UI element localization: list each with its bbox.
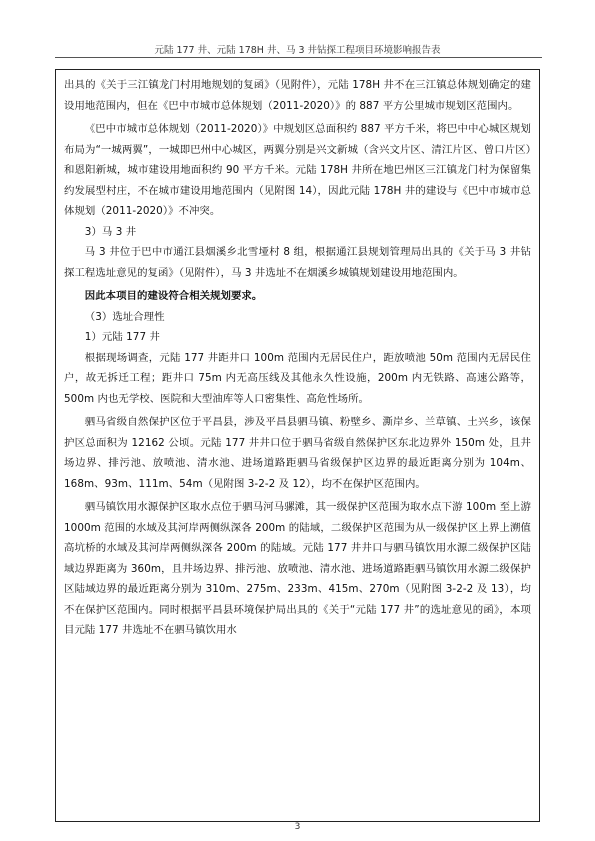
section-heading-site-rationality: （3）选址合理性 [84,310,165,323]
header-divider [55,57,542,58]
document-body [56,70,539,641]
paragraph-conclusion: 因此本项目的建设符合相关规划要求。 [84,290,263,302]
paragraph-water-source-protection: 驷马镇饮用水源保护区取水点位于驷马河马骡滩，其一级保护区范围为取水点下游 100m 至上游 1000m 范围的水域及其河岸两侧纵深各 200m 的陆域，二级保护区范围为从一级保护区上界上溯值高坑桥的水域及其河岸两侧纵深各 200m 的陆域。元陆 177 井井口与驷马镇饮用水源二级保护区陆域边界距离为 360m，且井场边界、排污池、放喷池、清水池、进场道路距驷马镇饮用水源二级保护区陆域边界的最近距离分别为 310m、275m、233m、415m、270m（见附图 3-2-2 及 13），均不在保护区范围内。同时根据平昌县环境保护局出具的《关于“元陆 177 井”的选址意见的函》，本项目元陆 177 井选址不在驷马镇饮用水 [64,501,531,636]
page-header: 元陆 177 井、元陆 178H 井、马 3 井钻探工程项目环境影响报告表 [154,45,441,56]
content-frame [55,69,540,822]
page-number: 3 [294,822,301,832]
paragraph-city-master-plan: 《巴中市城市总体规划（2011-2020）》中规划区总面积约 887 平方千米，将巴中中心城区规划布局为“一城两翼”，一城即巴州中心城区，两翼分别是兴文新城（含兴文片区、清江片区、曾口片区）和恩阳新城，城市建设用地面积约 90 平方千米。元陆 178H 井所在地巴州区三江镇龙门村为保留集约发展型村庄，不在城市建设用地范围内（见附图 14），因此元陆 178H 井的建设与《巴中市城市总体规划（2011-2020）》不冲突。 [64,123,531,217]
paragraph-site-survey: 根据现场调查，元陆 177 井距井口 100m 范围内无居民住户，距放喷池 50m 范围内无居民住户，故无拆迁工程；距井口 75m 内无高压线及其他永久性设施，200m 内无铁路、高速公路等，500m 内也无学校、医院和大型油库等人口密集性、高危性场所。 [64,351,531,405]
subheading-ma3-well: 3）马 3 井 [84,225,137,238]
subheading-yuanlu177-well: 1）元陆 177 井 [84,331,160,343]
paragraph-ma3-location: 马 3 井位于巴中市通江县烟溪乡北雪垭村 8 组，根据通江县规划管理局出具的《关于马 3 井钻探工程选址意见的复函》（见附件），马 3 井选址不在烟溪乡城镇规划建设用地范围内。 [64,246,531,279]
paragraph-planning-reply: 出具的《关于三江镇龙门村用地规划的复函》（见附件），元陆 178H 井不在三江镇总体规划确定的建设用地范围内，但在《巴中市城市总体规划（2011-2020）》的 887 平方公里城市规划区范围内。 [64,79,531,112]
paragraph-nature-reserve: 驷马省级自然保护区位于平昌县，涉及平昌县驷马镇、粉壁乡、澌岸乡、兰草镇、土兴乡，该保护区总面积为 12162 公顷。元陆 177 井井口位于驷马省级自然保护区东北边界外 150m 处，且井场边界、排污池、放喷池、清水池、进场道路距驷马省级保护区边界的最近距离分别为 104m、168m、93m、111m、54m（见附图 3-2-2 及 12），均不在保护区范围内。 [64,416,531,490]
